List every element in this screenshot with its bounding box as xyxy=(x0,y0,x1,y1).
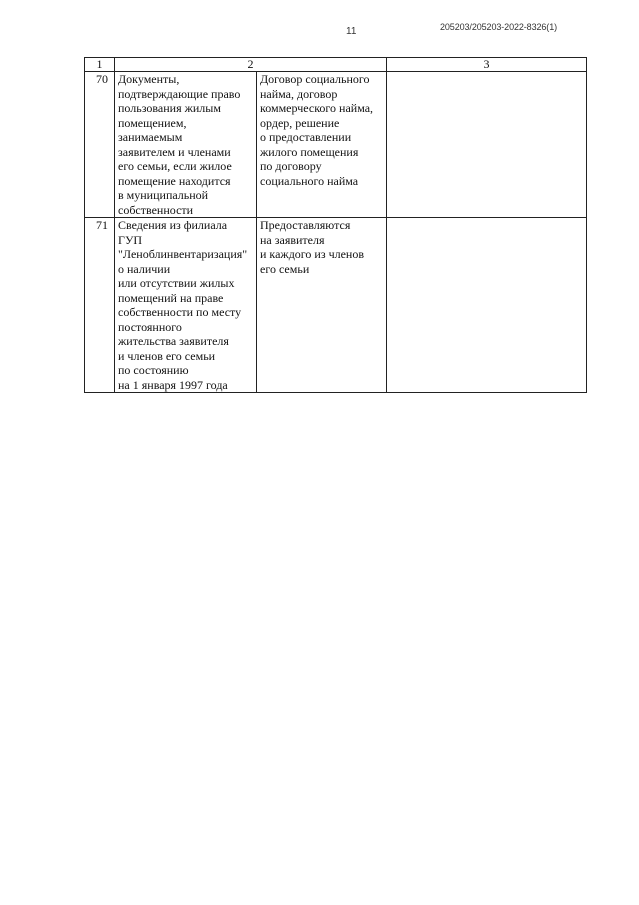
cell-line: коммерческого найма, xyxy=(260,101,374,115)
cell-line: подтверждающие право xyxy=(118,86,241,101)
cell-line: на 1 января 1997 года xyxy=(118,377,228,392)
cell-line: постоянного xyxy=(118,319,182,334)
cell-line: ГУП xyxy=(118,232,143,247)
document-name-cell xyxy=(115,72,257,218)
cell-line: "Леноблинвентаризация" xyxy=(118,247,248,261)
column-header-2: 2 xyxy=(115,58,387,72)
cell-line: ордер, решение xyxy=(260,115,340,130)
cell-line: Предоставляются xyxy=(260,218,351,232)
table-header-row xyxy=(85,58,587,72)
cell-line: пользования жилым xyxy=(118,101,221,115)
cell-line: в муниципальной xyxy=(118,188,209,202)
cell-line: по договору xyxy=(260,159,322,173)
document-name-cell xyxy=(115,218,257,393)
table-row xyxy=(85,72,587,218)
cell-line: и членов его семьи xyxy=(118,348,216,363)
cell-line: на заявителя xyxy=(260,232,325,247)
cell-line: жительства заявителя xyxy=(118,334,229,348)
row-number: 70 xyxy=(85,72,115,218)
cell-line: по состоянию xyxy=(118,363,189,377)
cell-line: помещением, xyxy=(118,115,187,130)
documents-table xyxy=(84,57,587,393)
cell-line: занимаемым xyxy=(118,130,183,144)
document-id: 205203/205203-2022-8326(1) xyxy=(440,22,558,32)
cell-line: помещений на праве xyxy=(118,290,224,305)
page-number: 11 xyxy=(346,26,357,37)
cell-line: его семьи xyxy=(260,261,310,276)
cell-line: или отсутствии жилых xyxy=(118,276,235,290)
cell-line: его семьи, если жилое xyxy=(118,159,232,173)
document-details-cell xyxy=(257,218,387,393)
cell-line: о наличии xyxy=(118,261,171,276)
table-row xyxy=(85,218,587,393)
column-3-cell xyxy=(387,72,587,218)
column-header-1: 1 xyxy=(85,58,115,72)
cell-line: найма, договор xyxy=(260,86,338,101)
column-3-cell xyxy=(387,218,587,393)
cell-line: Договор социального xyxy=(260,72,370,86)
cell-line: социального найма xyxy=(260,173,359,188)
document-details-cell xyxy=(257,72,387,218)
cell-line: собственности по месту xyxy=(118,305,242,319)
row-number: 71 xyxy=(85,218,115,393)
column-header-3: 3 xyxy=(387,58,587,72)
cell-line: Сведения из филиала xyxy=(118,218,228,232)
cell-line: жилого помещения xyxy=(260,144,359,159)
cell-line: помещение находится xyxy=(118,173,231,188)
cell-line: о предоставлении xyxy=(260,130,352,144)
cell-line: Документы, xyxy=(118,72,180,86)
cell-line: собственности xyxy=(118,202,194,217)
cell-line: заявителем и членами xyxy=(118,144,231,159)
cell-line: и каждого из членов xyxy=(260,247,365,261)
